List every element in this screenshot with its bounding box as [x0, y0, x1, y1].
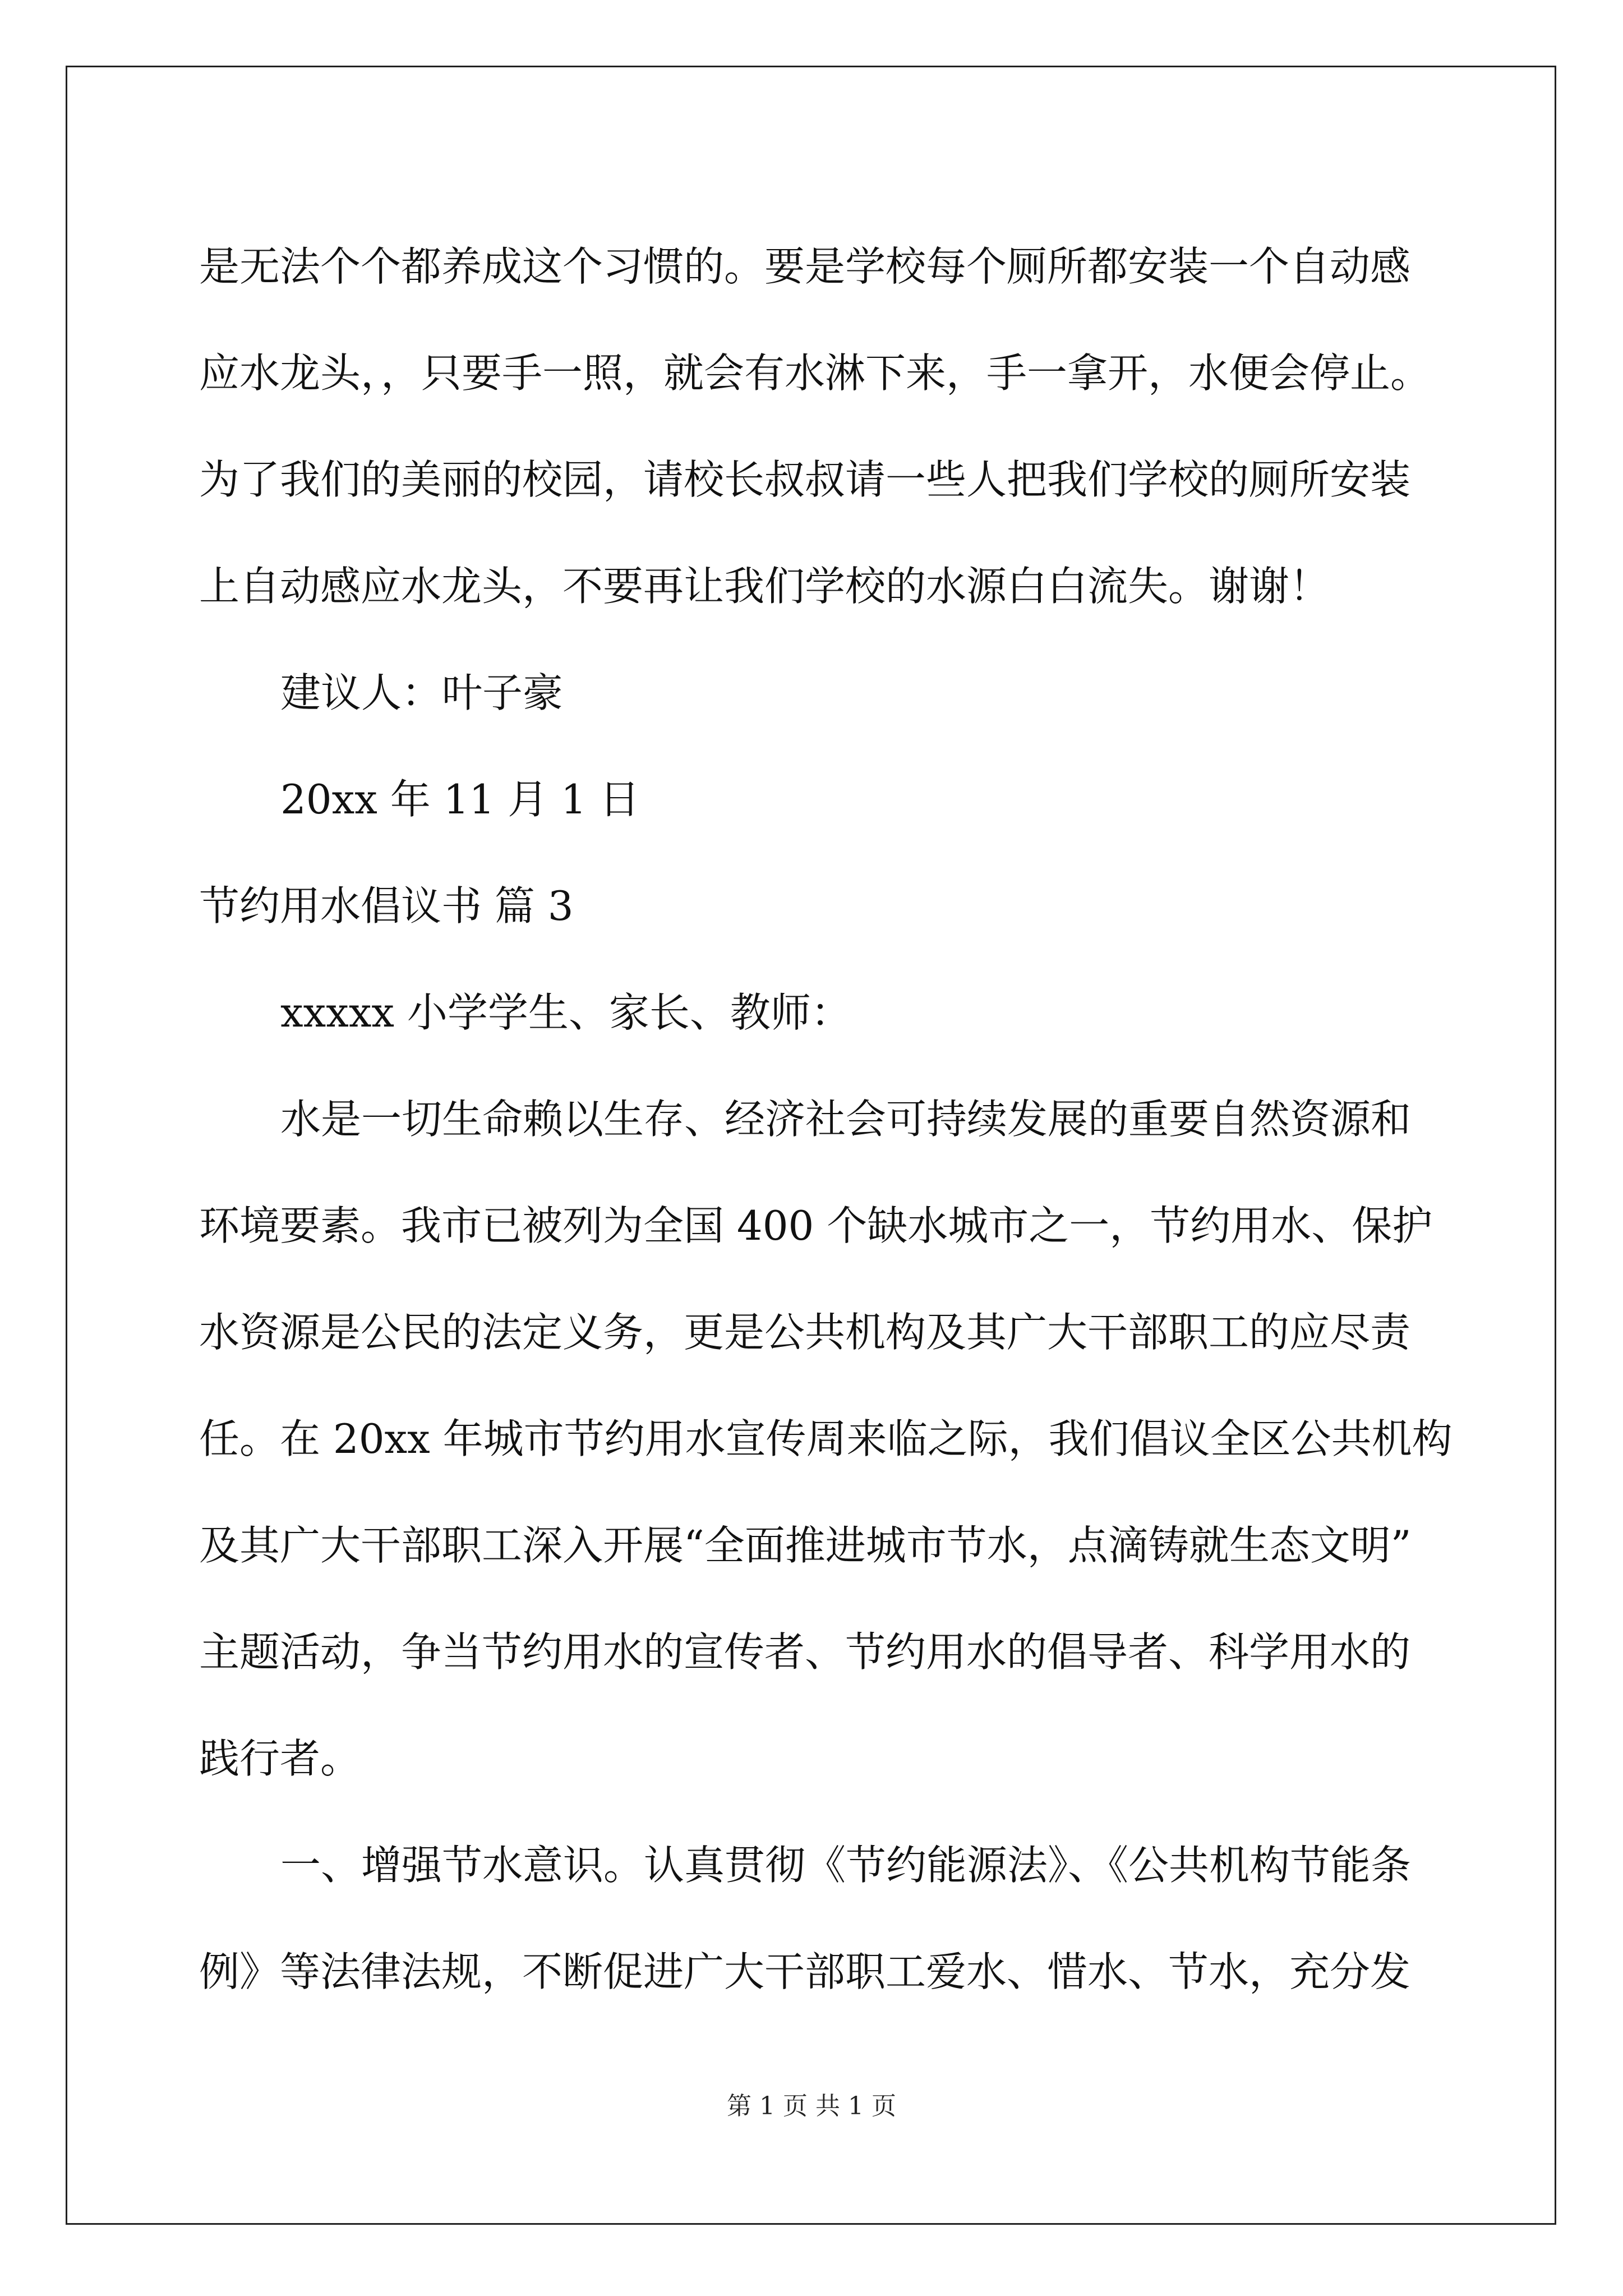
text-line: 践行者。 [199, 1735, 361, 1782]
text-line: 应水龙头，，只要手一照，就会有水淋下来，手一拿开，水便会停止。 [199, 349, 1431, 397]
text-line: 环境要素。我市已被列为全国 400 个缺水城市之一，节约用水、保护 [199, 1202, 1433, 1249]
text-line: 水资源是公民的法定义务，更是公共机构及其广大干部职工的应尽责 [199, 1309, 1411, 1356]
signature-line: 建议人：叶子豪 [280, 669, 564, 716]
page-footer: 第 1 页 共 1 页 [727, 2092, 896, 2120]
salutation-line: xxxxx 小学学生、家长、教师： [280, 989, 851, 1036]
text-line: 主题活动，争当节约用水的宣传者、节约用水的倡导者、科学用水的 [199, 1628, 1411, 1676]
text-line: 一、增强节水意识。认真贯彻《节约能源法》、《公共机构节能条 [280, 1842, 1412, 1889]
text-line: 例》等法律法规，不断促进广大干部职工爱水、惜水、节水，充分发 [199, 1948, 1411, 1995]
section-heading: 节约用水倡议书 篇 3 [199, 882, 574, 930]
text-line: 上自动感应水龙头，不要再让我们学校的水源白白流失。谢谢！ [199, 563, 1330, 610]
text-line: 为了我们的美丽的校园，请校长叔叔请一些人把我们学校的厕所安装 [199, 456, 1411, 503]
text-line: 任。在 20xx 年城市节约用水宣传周来临之际，我们倡议全区公共机构 [199, 1415, 1453, 1462]
date-line: 20xx 年 11 月 1 日 [280, 776, 640, 823]
text-line: 是无法个个都养成这个习惯的。要是学校每个厕所都安装一个自动感 [199, 243, 1411, 290]
text-line: 及其广大干部职工深入开展“全面推进城市节水，点滴铸就生态文明” [199, 1522, 1412, 1569]
text-line: 水是一切生命赖以生存、经济社会可持续发展的重要自然资源和 [280, 1096, 1412, 1143]
document-body [199, 213, 1461, 2025]
